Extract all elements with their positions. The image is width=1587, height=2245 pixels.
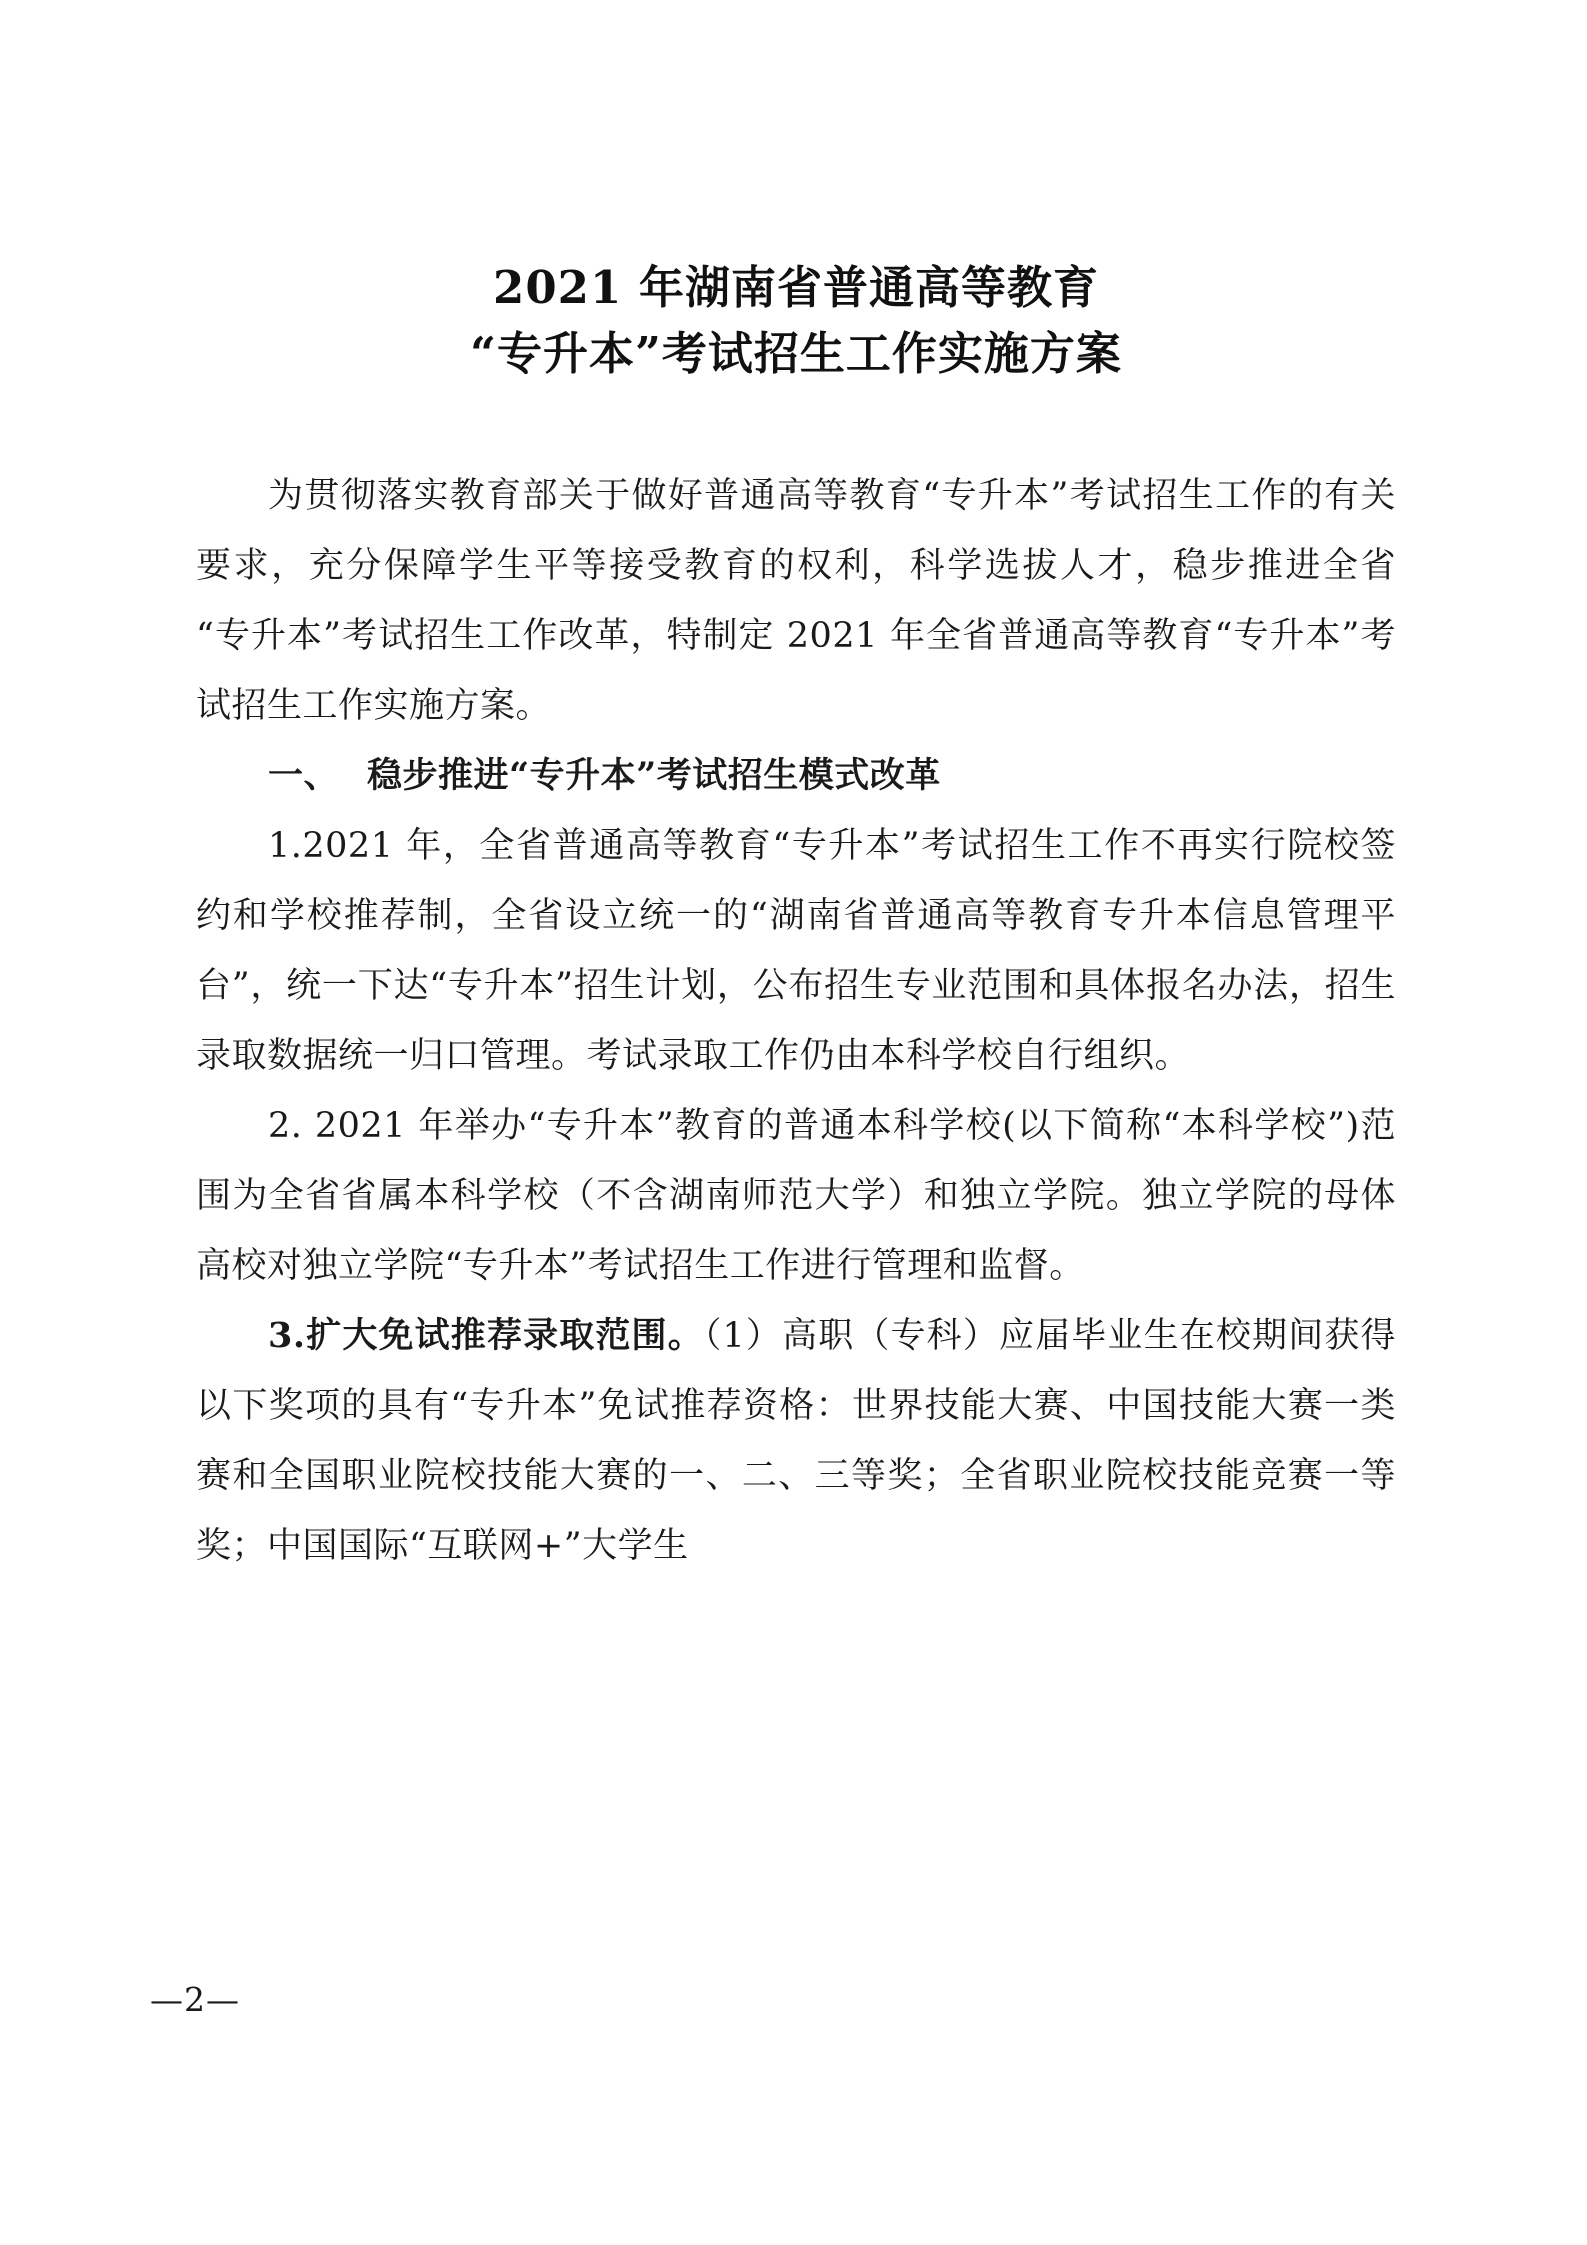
section-heading-one <box>196 741 1396 811</box>
section-heading-text: 稳步推进“专升本”考试招生模式改革 <box>367 755 941 796</box>
page-title <box>196 255 1396 387</box>
document-body <box>196 255 1396 1581</box>
title-line-2: “专升本”考试招生工作实施方案 <box>470 327 1122 380</box>
paragraph-intro: 为贯彻落实教育部关于做好普通高等教育“专升本”考试招生工作的有关要求，充分保障学生平等接受教育的权利，科学选拔人才，稳步推进全省 “专升本”考试招生工作改革，特制定 2021 年全省普通高等教育“专升本”考试招生工作实施方案。 <box>196 476 1396 726</box>
title-line-1: 2021 年湖南省普通高等教育 <box>493 261 1099 314</box>
paragraph-item-3-text: （1）高职（专科）应届毕业生在校期间获得以下奖项的具有“专升本”免试推荐资格：世界技能大赛、中国技能大赛一类赛和全国职业院校技能大赛的一、二、三等奖；全省职业院校技能竞赛一等奖；中国国际“互联网+”大学生 <box>196 1316 1396 1566</box>
paragraph-list <box>196 461 1396 1581</box>
paragraph-item-2: 2. 2021 年举办“专升本”教育的普通本科学校(以下简称“本科学校”)范围为全省省属本科学校（不含湖南师范大学）和独立学院。独立学院的母体高校对独立学院“专升本”考试招生工作进行管理和监督。 <box>196 1106 1396 1286</box>
paragraph-item-3 <box>196 1301 1396 1581</box>
paragraph-item-1: 1.2021 年，全省普通高等教育“专升本”考试招生工作不再实行院校签约和学校推荐制，全省设立统一的“湖南省普通高等教育专升本信息管理平台”，统一下达“专升本”招生计划，公布招生专业范围和具体报名办法，招生录取数据统一归口管理。考试录取工作仍由本科学校自行组织。 <box>196 826 1396 1076</box>
section-number: 一、 <box>268 755 340 796</box>
paragraph-item-3-lead: 3.扩大免试推荐录取范围。 <box>268 1315 704 1356</box>
page-number: —2— <box>150 1980 240 2019</box>
